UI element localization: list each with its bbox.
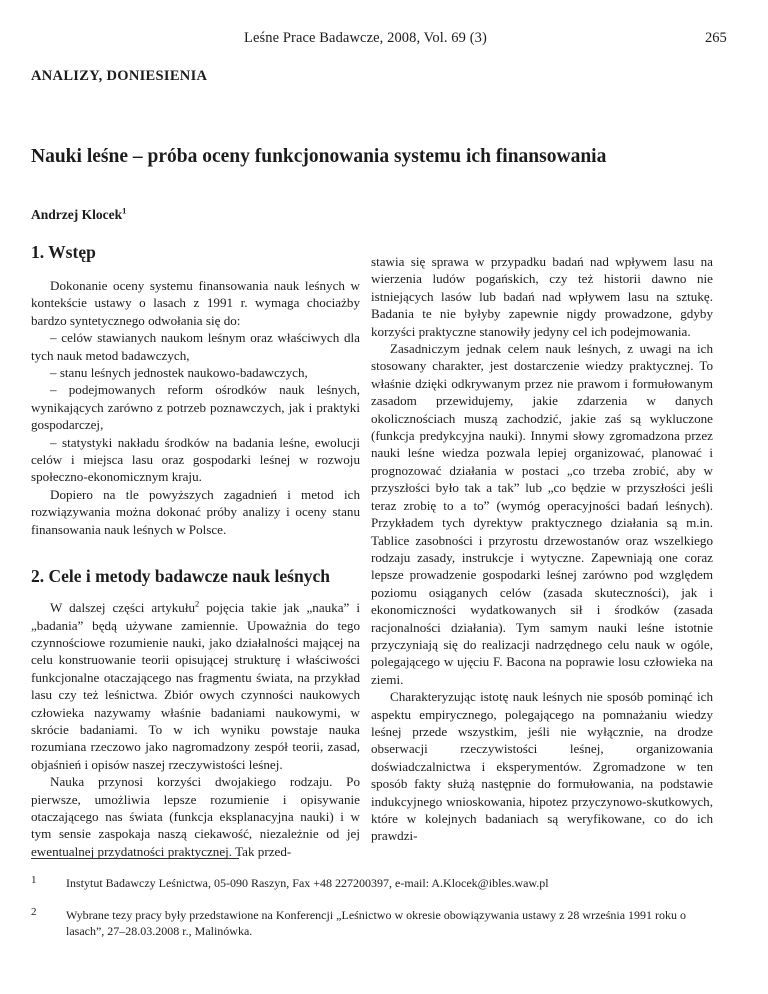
footnote-number: 1 [31, 874, 37, 886]
page-number: 265 [705, 30, 727, 46]
running-head: Leśne Prace Badawcze, 2008, Vol. 69 (3) [244, 30, 487, 46]
paragraph-text: pojęcia takie jak „nauka” i „badania” będą używane zamiennie. Upoważnia do tego czynnościowe rozumienie nauki, jako działalności mającej na celu konstruowanie teorii opisującej strukturę i właściwości funkcjonalne otaczającego nas fragmentu świata, na przykład lasu czy też leśnictwa. Zbiór owych czynności naukowych człowieka nazywamy właśnie badaniami naukowymi, w skrócie badaniami. To w ich wyniku powstaje nauka rozumiana rzeczowo jako nagromadzony zespół teorii, zasad, objaśnień i opisów naszej rzeczywistości leśnej. [31, 600, 360, 772]
list-item: – podejmowanych reform ośrodków nauk leśnych, wynikających zarówno z potrzeb poznawczych, jak i praktyki gospodarczej, [31, 382, 360, 433]
left-column [31, 242, 360, 860]
list-item: – statystyki nakładu środków na badania leśne, ewolucji celów i miejsca lasu oraz gospodarki leśnej w rozwoju społeczno-ekonomicznym kraju. [31, 434, 360, 485]
body-paragraph [31, 599, 360, 773]
footnote-divider [31, 858, 239, 859]
footnote-number: 2 [31, 906, 37, 918]
intro-paragraph: Dokonanie oceny systemu finansowania nauk leśnych w kontekście ustawy o lasach z 1991 r. wymaga chociażby bardzo syntetycznego odwołania się do: [31, 278, 360, 328]
footnote-text: Wybrane tezy pracy były przedstawione na Konferencji „Leśnictwo w okresie obowiązywania ustawy z 28 września 1991 roku o lasach”, 27–28.03.2008 r., Malinówka. [66, 908, 687, 938]
heading-goals-methods: 2. Cele i metody badawcze nauk leśnych [31, 566, 330, 587]
heading-introduction: 1. Wstęp [31, 242, 96, 262]
footnote-marker: 2 [195, 598, 200, 609]
list-item: – celów stawianych naukom leśnym oraz właściwych dla tych nauk metod badawczych, [31, 330, 360, 363]
list-item: – stanu leśnych jednostek naukowo-badawczych, [50, 365, 308, 381]
body-paragraph: Charakteryzując istotę nauk leśnych nie sposób pominąć ich aspektu empirycznego, polegającego na pomnażaniu wiedzy leśnej przede wszystkim, jeśli nie wyłącznie, na drodze obserwacji rzeczywistości leśnej, organizowania doświadczalnictwa i eksperymentów. Zgromadzone w ten sposób fakty służą następnie do formułowania, na podstawie indukcyjnego wnioskowania, hipotez przyczynowo-skutkowych, które w kolejnych badaniach są weryfikowane, co do ich prawdzi- [371, 689, 713, 844]
section-heading: ANALIZY, DONIESIENIA [31, 68, 208, 84]
article-title: Nauki leśne – próba oceny funkcjonowania systemu ich finansowania [31, 146, 607, 167]
paragraph-text: W dalszej części artykułu [50, 600, 196, 616]
author [31, 207, 126, 223]
footnote-text: Instytut Badawczy Leśnictwa, 05-090 Raszyn, Fax +48 227200397, e-mail: A.Klocek@ibles.waw.pl [66, 876, 549, 890]
right-column [371, 253, 713, 845]
author-footnote-marker: 1 [122, 205, 127, 216]
closing-paragraph: Dopiero na tle powyższych zagadnień i metod ich rozwiązywania można dokonać próby analizy i oceny stanu finansowania nauk leśnych w Polsce. [31, 486, 360, 537]
body-paragraph: Nauka przynosi korzyści dwojakiego rodzaju. Po pierwsze, umożliwia lepsze rozumienie i opisywanie otaczającego nas świata (funkcja eksplanacyjna nauki) i w tym sensie zaspokaja naszą ciekawość, niezależnie od jej ewentualnej przydatności praktycznej. Tak przed- [31, 774, 360, 859]
body-paragraph: stawia się sprawa w przypadku badań nad wpływem lasu na wierzenia ludów pogańskich, czy też historii dawno nie istniejących lasów lub badań nad wpływem lasu na sztukę. Badania te nie byłyby zapewnie nigdy prowadzone, gdyby korzyści praktyczne stanowiły jedyny cel ich podejmowania. [371, 254, 713, 339]
author-name: Andrzej Klocek [31, 207, 123, 222]
body-paragraph: Zasadniczym jednak celem nauk leśnych, z uwagi na ich stosowany charakter, jest dostarczenie wiedzy praktycznej. To właśnie dzięki odkrywanym przez nie prawom i formułowanym zasadom przewidujemy, jakie zdarzenia w danych okolicznościach muszą zachodzić, jakie zaś są wykluczone (funkcja predykcyjna nauki). Innymi słowy zgromadzona przez nauki leśne wiedza pozwala lepiej organizować, planować i prognozować działania w postaci „co trzeba zrobić, aby w przyszłości było tak a tak” lub „co będzie w przyszłości jeśli teraz zrobię to a to” (wymóg operacyjności badań leśnych). Przykładem tych dyrektyw praktycznego działania są m.in. Tablice zasobności i przyrostu drzewostanów oraz wszelkiego rodzaju zasady, instrukcje i wytyczne. Zapewniają one coraz lepsze prowadzenie gospodarki leśnej zarówno pod względem poziomu osiąganych celów (zasada skuteczności), jak i ekonomiczności wydatkowanych sił i środków (zasada racjonalności działania). Tym samym nauki leśne istotnie przyczyniają się do realizacji nadrzędnego celu nauk w ogóle, polegającego w ujęciu F. Bacona na poprawie losu człowieka na ziemi. [371, 341, 713, 687]
